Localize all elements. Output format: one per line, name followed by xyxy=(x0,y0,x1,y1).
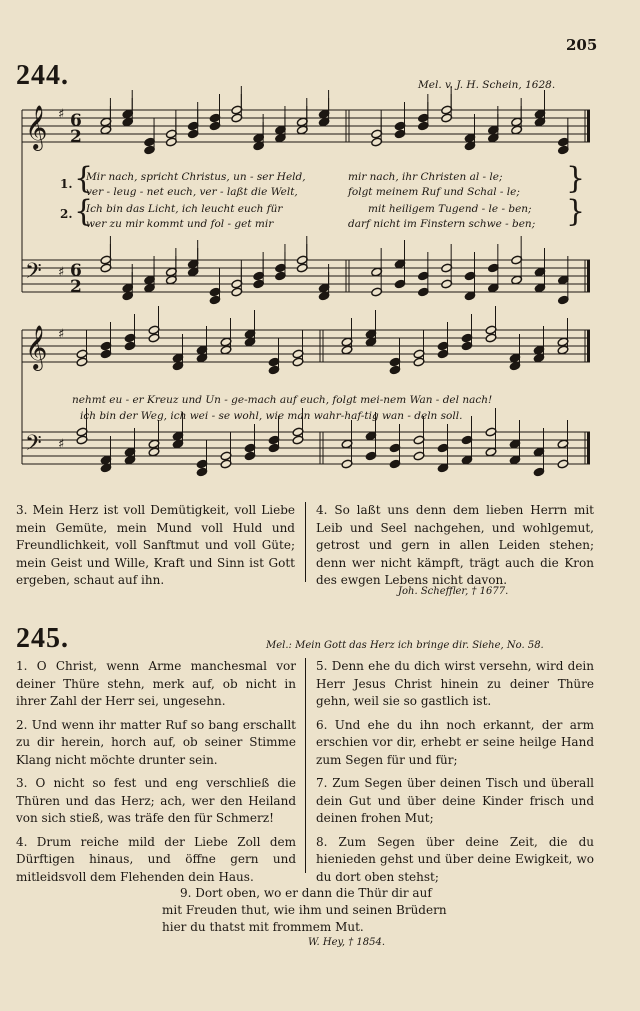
bass-clef-icon: 𝄢 xyxy=(25,431,42,461)
column-divider xyxy=(305,658,306,873)
hymn-245-verse: 8. Zum Segen über deine Zeit, die du hienieden gehst und über deine Ewigkeit, wo du dort oben stehst; xyxy=(316,834,594,884)
hymn-244-score xyxy=(0,0,640,505)
lyric-line: folgt meinem Ruf und Schal - le; xyxy=(348,186,520,198)
verse-number-1: 1. xyxy=(60,177,73,191)
treble-clef-icon: 𝄞 xyxy=(25,325,48,369)
lyric-line: ich bin der Weg, ich wei - se wohl, wie man wahr-haf-tig wan - deln soll. xyxy=(80,410,463,422)
sharp-icon: ♯ xyxy=(58,107,65,122)
lyric-line: mit heiligem Tugend - le - ben; xyxy=(368,203,532,215)
treble-clef-icon: 𝄞 xyxy=(25,105,48,149)
time-signature-icon: 2 xyxy=(70,127,82,147)
lyric-line: wer zu mir kommt und fol - get mir xyxy=(86,218,274,230)
hymn-245-verse-9-line: hier du thatst mit frommem Mut. xyxy=(162,920,364,934)
verse-brace: { xyxy=(74,194,94,229)
lyric-line: mir nach, ihr Christen al - le; xyxy=(348,171,503,183)
bass-clef-icon: 𝄢 xyxy=(25,259,42,289)
hymn-245-tune-credit: Mel.: Mein Gott das Herz ich bringe dir. Siehe, No. 58. xyxy=(266,640,544,651)
hymn-245-verse: 3. O nicht so fest und eng verschließ die Thüren und das Herz; ach, wer den Heiland von sich stieß, was träfe den für Schmerz! xyxy=(16,776,296,825)
hymn-244-number: 244. xyxy=(16,60,69,91)
column-divider xyxy=(305,502,306,582)
time-signature-icon: 2 xyxy=(70,277,82,297)
hymn-244-verse-3: 3. Mein Herz ist voll Demütigkeit, voll Liebe mein Gemüte, mein Mund voll Huld und Freundlichkeit, voll Sanftmut und voll Güte; mein Geist und Wille, Kraft und Sinn ist Gott ergeben, schaut auf ihn. xyxy=(16,503,295,587)
hymn-244-author-credit: Joh. Scheffler, † 1677. xyxy=(398,586,509,597)
hymn-244-tune-credit: Mel. v. J. H. Schein, 1628. xyxy=(418,79,556,91)
hymn-245-verse: 5. Denn ehe du dich wirst versehn, wird dein Herr Jesus Christ hinein zu deiner Thüre gehn, weil sie so gastlich ist. xyxy=(316,659,594,708)
hymn-245-right-column xyxy=(316,658,594,886)
lyric-line: nehmt eu - er Kreuz und Un - ge-mach auf euch, folgt mei-nem Wan - del nach! xyxy=(72,394,493,406)
verse-brace: } xyxy=(566,194,586,229)
final-barline xyxy=(587,260,590,292)
final-barline xyxy=(587,330,590,362)
lyric-line: darf nicht im Finstern schwe - ben; xyxy=(348,218,536,230)
time-signature-icon: 6 xyxy=(70,111,82,131)
hymn-245-verse: 2. Und wenn ihr matter Ruf so bang erschallt zu dir herein, horch auf, ob seiner Stimme Klang nicht möchte drunter sein. xyxy=(16,717,296,767)
final-barline xyxy=(587,432,590,464)
hymn-244-verse-4: 4. So laßt uns denn dem lieben Herrn mit Leib und Seel nachgehen, und wohlgemut, getrost und gern in allen Leiden stehen; denn wer nicht kämpft, trägt auch die Kron des ewgen Lebens nicht davon. xyxy=(316,503,594,587)
hymn-245-number: 245. xyxy=(16,623,69,654)
lyric-line: Ich bin das Licht, ich leucht euch für xyxy=(86,203,283,215)
sharp-icon: ♯ xyxy=(58,327,65,342)
verse-number-2: 2. xyxy=(60,207,73,221)
hymn-245-verse-9-line: 9. Dort oben, wo er dann die Thür dir auf xyxy=(180,886,432,900)
hymn-245-verse: 1. O Christ, wenn Arme manchesmal vor deiner Thüre stehn, merk auf, ob nicht in ihrer Zahl der Herr sei, ungesehn. xyxy=(16,659,296,708)
hymn-245-author-credit: W. Hey, † 1854. xyxy=(308,937,386,948)
hymn-245-left-column xyxy=(16,658,296,886)
hymn-245-verse: 4. Drum reiche mild der Liebe Zoll dem Dürftigen hinaus, und öffne gern und mitleidsvoll dem Flehenden dein Haus. xyxy=(16,834,296,884)
verse-brace: { xyxy=(74,161,94,196)
hymn-245-verse: 6. Und ehe du ihn noch erkannt, der arm erschien vor dir, erhebt er seine heilge Hand zum Segen für und für; xyxy=(316,717,594,767)
sharp-icon: ♯ xyxy=(58,265,65,280)
hymn-245-verse: 7. Zum Segen über deinen Tisch und überall dein Gut und über deine Kinder frisch und deinen frohen Mut; xyxy=(316,776,594,825)
hymn-245-verse-9-line: mit Freuden thut, wie ihm und seinen Brüdern xyxy=(162,903,447,917)
page-number: 205 xyxy=(566,36,598,54)
final-barline xyxy=(587,110,590,142)
lyric-line: ver - leug - net euch, ver - laßt die Welt, xyxy=(86,186,298,198)
verse-brace: } xyxy=(566,161,586,196)
lyric-line: Mir nach, spricht Christus, un - ser Held, xyxy=(86,171,306,183)
sharp-icon: ♯ xyxy=(58,437,65,452)
time-signature-icon: 6 xyxy=(70,261,82,281)
